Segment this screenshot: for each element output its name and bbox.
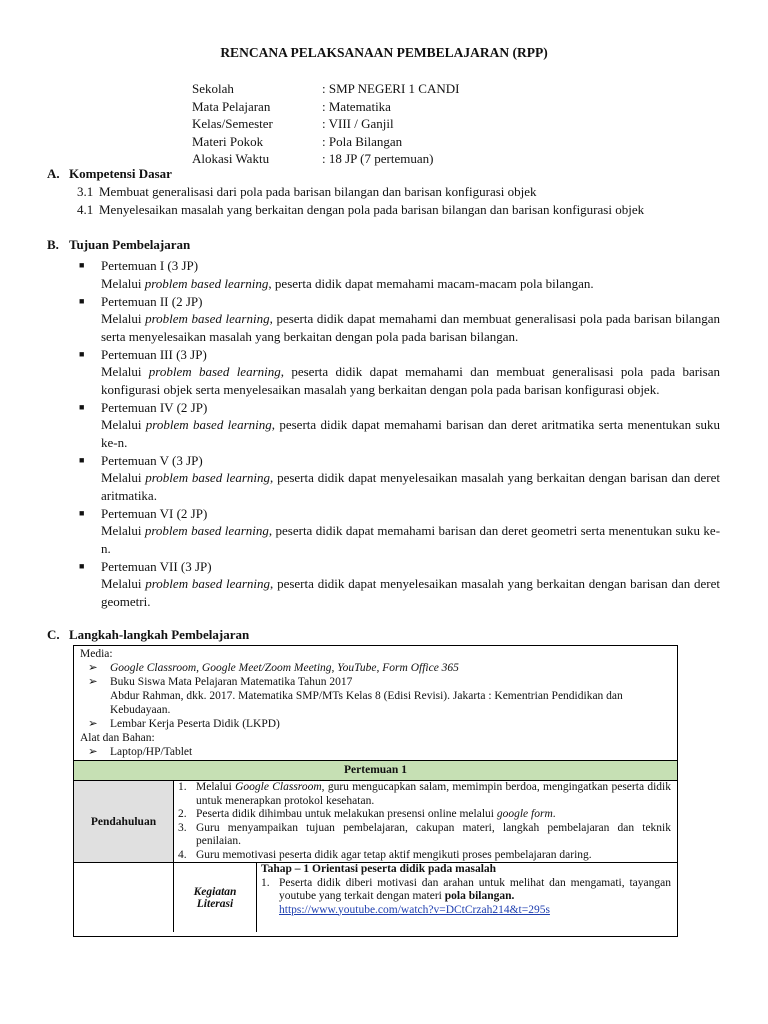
kompetensi-item xyxy=(77,202,644,218)
meeting-item xyxy=(79,293,720,346)
info-key: Materi Pokok xyxy=(192,133,264,149)
media-label: Media: xyxy=(80,648,113,660)
square-bullet-icon: ■ xyxy=(79,560,85,571)
kompetensi-text: Membuat generalisasi dari pola pada barisan bilangan dan barisan konfigurasi objek xyxy=(99,184,537,199)
kompetensi-text: Menyelesaikan masalah yang berkaitan dengan pola pada barisan bilangan dan barisan konfigurasi objek xyxy=(99,202,645,217)
step-item: 4. Guru memotivasi peserta didik agar tetap aktif mengikuti proses pembelajaran daring. xyxy=(178,848,592,861)
media-item: ➢ Buku Siswa Mata Pelajaran Matematika Tahun 2017 Abdur Rahman, dkk. 2017. Matematika SMP/MTs Kelas 8 (Edisi Revisi). Jakarta : Kementrian Pendidikan dan Kebudayaan. xyxy=(80,675,671,717)
youtube-link[interactable]: https://www.youtube.com/watch?v=DCtCrzah214&t=295s xyxy=(279,903,550,916)
meeting-title: Pertemuan VII (3 JP) xyxy=(101,558,212,574)
school-info-block xyxy=(192,80,459,168)
media-cell xyxy=(74,646,677,760)
square-bullet-icon: ■ xyxy=(79,348,85,359)
tujuan-list xyxy=(79,257,720,610)
kegiatan-literasi-label: Kegiatan Literasi xyxy=(174,863,257,932)
info-row-mapel xyxy=(192,98,459,116)
meeting-item xyxy=(79,346,720,399)
empty-cell xyxy=(74,863,174,932)
meeting-description: Melalui problem based learning, peserta didik dapat menyelesaikan masalah yang berkaitan dengan barisan dan deret aritmatika. xyxy=(101,470,720,503)
pendahuluan-steps xyxy=(174,781,677,862)
info-key: Sekolah xyxy=(192,81,234,96)
meeting-description: Melalui problem based learning, peserta didik dapat memahami macam-macam pola bilangan. xyxy=(101,275,594,291)
meeting-title: Pertemuan I (3 JP) xyxy=(101,258,199,273)
meeting-title: Pertemuan IV (2 JP) xyxy=(101,399,208,415)
book-reference: Abdur Rahman, dkk. 2017. Matematika SMP/MTs Kelas 8 (Edisi Revisi). Jakarta : Kementrian Pendidikan dan Kebudayaan. xyxy=(110,690,623,716)
meeting-title: Pertemuan V (3 JP) xyxy=(101,452,203,468)
section-heading-c xyxy=(47,627,249,643)
alat-label: Alat dan Bahan: xyxy=(80,732,155,744)
kompetensi-number: 4.1 xyxy=(77,202,94,217)
langkah-table xyxy=(73,645,678,937)
kegiatan-steps xyxy=(257,863,677,932)
square-bullet-icon: ■ xyxy=(79,295,85,306)
document-title: RENCANA PELAKSANAAN PEMBELAJARAN (RPP) xyxy=(220,45,548,60)
section-letter: C. xyxy=(47,627,60,642)
info-value: : VIII / Ganjil xyxy=(322,116,394,131)
step-item: 3. Guru menyampaikan tujuan pembelajaran, cakupan materi, langkah pembelajaran dan teknik penilaian. xyxy=(178,821,671,847)
square-bullet-icon: ■ xyxy=(79,454,85,465)
info-key: Mata Pelajaran xyxy=(192,98,271,114)
kegiatan-literasi-row xyxy=(74,862,677,932)
pendahuluan-label: Pendahuluan xyxy=(74,781,174,862)
step-item: 1. Melalui Google Classroom, guru mengucapkan salam, memimpin berdoa, mengingatkan peserta didik untuk menerapkan protokol kesehatan. xyxy=(178,781,671,807)
meeting-title: Pertemuan VI (2 JP) xyxy=(101,505,208,521)
meeting-description: Melalui problem based learning, peserta didik dapat memahami barisan dan deret geometri serta menentukan suku ke-n. xyxy=(101,523,721,556)
arrow-bullet-icon: ➢ xyxy=(88,676,98,688)
kompetensi-item xyxy=(77,184,537,200)
info-row-sekolah xyxy=(192,80,459,98)
meeting-title: Pertemuan II (2 JP) xyxy=(101,293,203,309)
section-letter: A. xyxy=(47,166,60,181)
meeting-item xyxy=(79,399,720,452)
step-item: 1. Peserta didik diberi motivasi dan arahan untuk melihat dan mengamati, tayangan youtube yang terkait dengan materi pola bilangan. https://www.youtube.com/watch?v=DCtCrzah214&t=295s xyxy=(261,876,671,916)
kompetensi-number: 3.1 xyxy=(77,184,94,199)
meeting-item xyxy=(79,558,720,611)
meeting-description: Melalui problem based learning, peserta didik dapat menyelesaikan masalah yang berkaitan dengan barisan dan deret geometri. xyxy=(101,576,720,609)
section-title: Kompetensi Dasar xyxy=(69,166,172,181)
arrow-bullet-icon: ➢ xyxy=(88,662,98,674)
media-item: ➢ Lembar Kerja Peserta Didik (LKPD) xyxy=(88,718,280,730)
step-item: 2. Peserta didik dihimbau untuk melakukan presensi online melalui google form. xyxy=(178,808,556,820)
info-row-alokasi xyxy=(192,150,459,168)
meeting-header: Pertemuan 1 xyxy=(74,760,677,781)
meeting-item xyxy=(79,257,720,292)
square-bullet-icon: ■ xyxy=(79,260,85,270)
alat-item: ➢ Laptop/HP/Tablet xyxy=(88,746,193,758)
square-bullet-icon: ■ xyxy=(79,507,85,518)
meeting-description: Melalui problem based learning, peserta didik dapat memahami dan membuat generalisasi pola pada barisan bilangan serta menyelesaikan masalah yang berkaitan dengan pola pada barisan bilangan. xyxy=(101,311,720,344)
section-title: Langkah-langkah Pembelajaran xyxy=(69,627,250,642)
info-value: : Matematika xyxy=(322,98,391,114)
section-heading-a xyxy=(47,166,172,182)
tahap-title: Tahap – 1 Orientasi peserta didik pada masalah xyxy=(261,863,497,875)
info-value: : SMP NEGERI 1 CANDI xyxy=(322,81,460,96)
pendahuluan-row xyxy=(74,781,677,862)
info-row-kelas xyxy=(192,115,459,133)
media-item: ➢ Google Classroom, Google Meet/Zoom Meeting, YouTube, Form Office 365 xyxy=(88,662,459,674)
info-value: : 18 JP (7 pertemuan) xyxy=(322,151,434,166)
info-row-materi xyxy=(192,133,459,151)
meeting-description: Melalui problem based learning, peserta didik dapat memahami dan membuat generalisasi pola pada barisan konfigurasi objek serta menyelesaikan masalah yang berkaitan dengan pola pada barisan konfigurasi objek. xyxy=(101,364,720,397)
section-title: Tujuan Pembelajaran xyxy=(69,237,191,252)
info-key: Alokasi Waktu xyxy=(192,151,270,166)
arrow-bullet-icon: ➢ xyxy=(88,746,98,758)
meeting-title: Pertemuan III (3 JP) xyxy=(101,346,207,362)
section-heading-b xyxy=(47,237,190,253)
square-bullet-icon: ■ xyxy=(79,401,85,412)
arrow-bullet-icon: ➢ xyxy=(88,718,98,730)
section-letter: B. xyxy=(47,237,59,252)
info-key: Kelas/Semester xyxy=(192,116,273,131)
info-value: : Pola Bilangan xyxy=(322,133,403,149)
meeting-item xyxy=(79,505,720,558)
meeting-description: Melalui problem based learning, peserta didik dapat memahami barisan dan deret aritmatika serta menentukan suku ke-n. xyxy=(101,417,720,450)
meeting-item xyxy=(79,452,720,505)
